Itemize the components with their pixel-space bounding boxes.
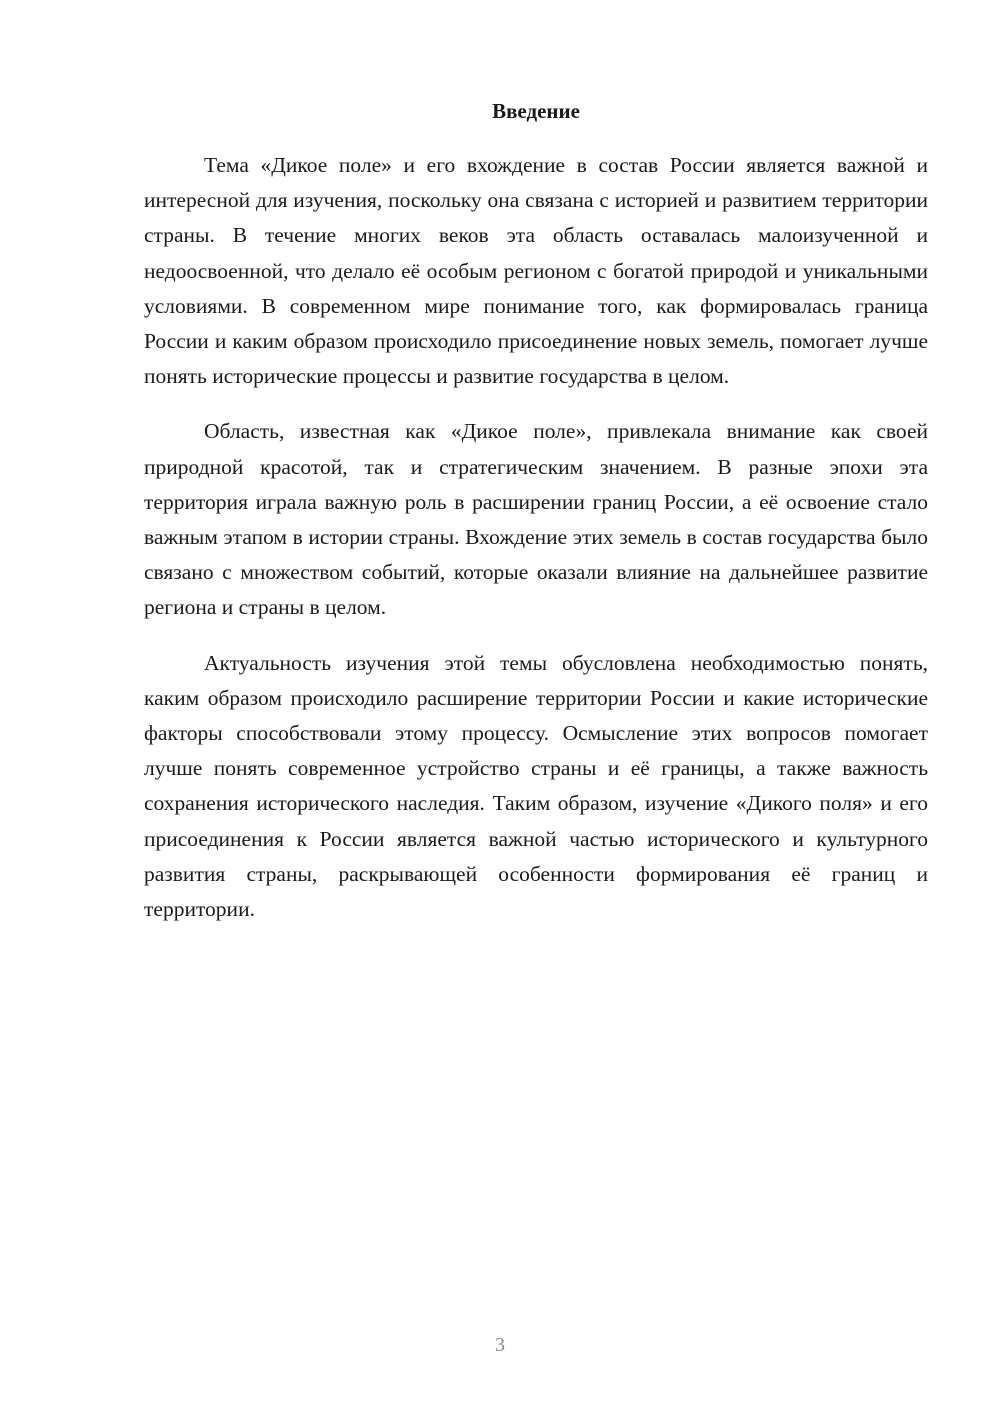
page-number: 3	[495, 1334, 505, 1356]
paragraph-relevance: Актуальность изучения этой темы обусловлена необходимостью понять, каким образом происходило расширение территории России и какие исторические факторы способствовали этому процессу. Осмысление этих вопросов помогает лучше понять современное устройство страны и её границы, а также важность сохранения исторического наследия. Таким образом, изучение «Дикого поля» и его присоединения к России является важной частью исторического и культурного развития страны, раскрывающей особенности формирования её границ и территории.	[144, 650, 928, 922]
paragraph-region: Область, известная как «Дикое поле», привлекала внимание как своей природной красотой, так и стратегическим значением. В разные эпохи эта территория играла важную роль в расширении границ России, а её освоение стало важным этапом в истории страны. Вхождение этих земель в состав государства было связано с множеством событий, которые оказали влияние на дальнейшее развитие региона и страны в целом.	[144, 419, 928, 620]
document-body	[144, 94, 928, 947]
paragraph-topic: Тема «Дикое поле» и его вхождение в состав России является важной и интересной для изучения, поскольку она связана с историей и развитием территории страны. В течение многих веков эта область оставалась малоизученной и недоосвоенной, что делало её особым регионом с богатой природой и уникальными условиями. В современном мире понимание того, как формировалась граница России и каким образом происходило присоединение новых земель, помогает лучше понять исторические процессы и развитие государства в целом.	[144, 153, 928, 389]
section-heading: Введение	[492, 99, 580, 123]
